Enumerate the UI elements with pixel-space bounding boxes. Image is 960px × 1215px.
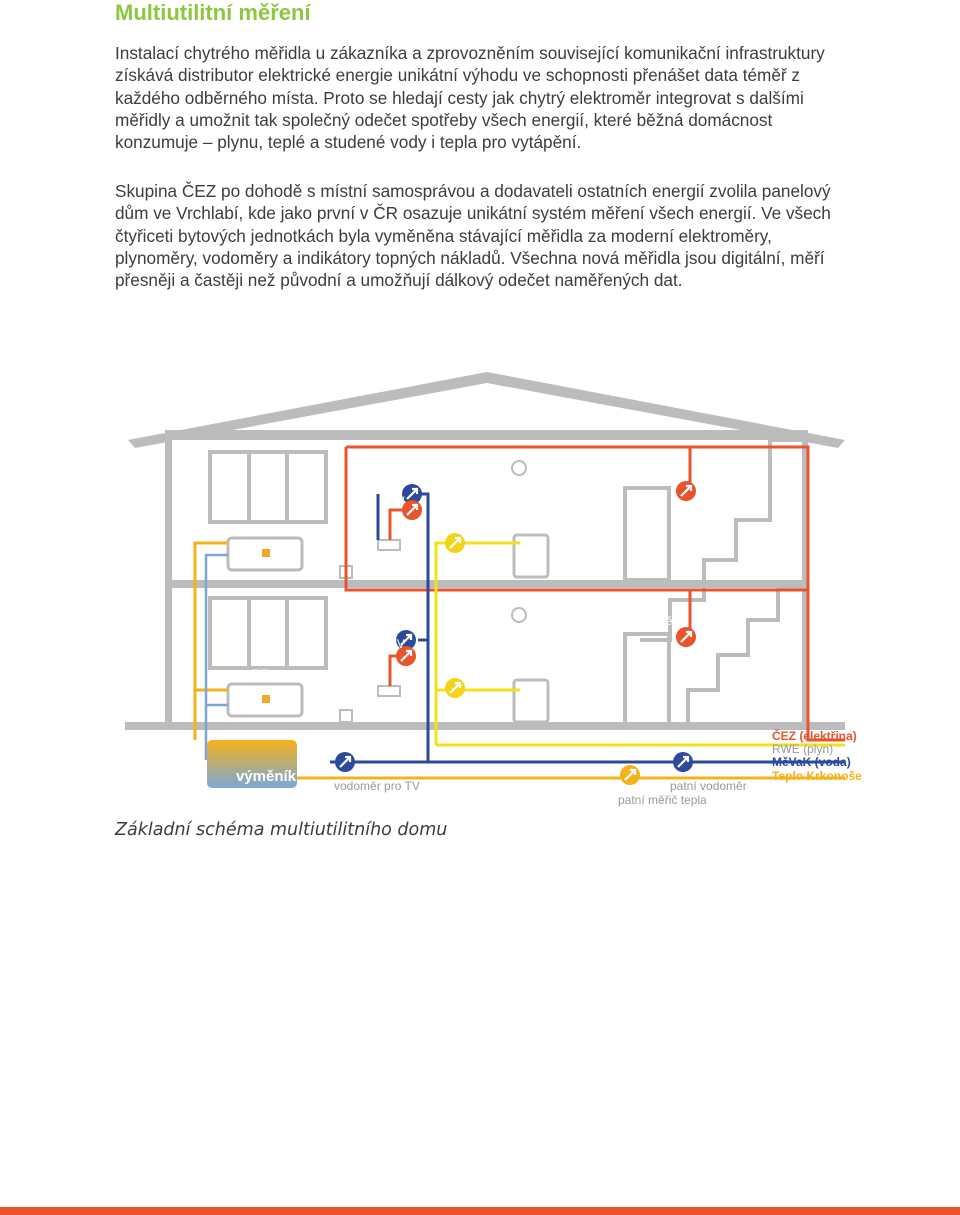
exchanger-label: výměník xyxy=(235,768,297,785)
tv-label: TV xyxy=(390,496,405,508)
electricity-meter-icon xyxy=(676,627,696,647)
gas-meter-label: plynoměr xyxy=(442,519,490,531)
legend xyxy=(772,728,862,783)
intro-paragraph: Instalací chytrého měřidla u zákazníka a zprovozněním související komunikační infrastruktury získává distributor elektrické energie unikátní výhodu ve schopnosti přenášet data téměř z každého odběrného místa. Proto se hledají cesty jak chytrý elektroměr integrovat s dalšími měřidly a umožnit tak společný odečet spotřeby všech energií, které běžná domácnost konzumuje – plynu, teplé a studené vody i tepla pro vytápění. xyxy=(115,43,825,153)
electricity-meter-icon xyxy=(676,481,696,501)
legend-heat: Teplo Krkonoše xyxy=(772,769,862,783)
legend-electricity: ČEZ (elektřina) xyxy=(772,729,857,743)
gas-meter-icon xyxy=(445,678,465,698)
water-meters-label: vodoměry xyxy=(366,605,417,617)
multiutility-house-diagram xyxy=(0,360,960,820)
bottom-accent-bar xyxy=(0,1207,960,1215)
gas-meter-label: plynoměr xyxy=(442,663,490,675)
gas-meter-icon xyxy=(445,533,465,553)
main-water-meter-icon xyxy=(673,752,693,772)
tv-label: TV xyxy=(390,639,405,651)
electricity-meter-label: elektroměr xyxy=(622,616,677,628)
legend-gas: RWE (plyn) xyxy=(772,742,834,756)
main-water-meter-label: patní vodoměr xyxy=(670,779,747,793)
body-paragraph: Skupina ČEZ po dohodě s místní samosprávou a dodavateli ostatních energií zvolila panelový dům ve Vrchlabí, kde jako první v ČR osazuje unikátní systém měření všech energií. Ve všech čtyřiceti bytových jednotkách byla vyměněna stávající měřidla za moderní elektroměry, plynoměry, vodoměry a indikátory topných nákladů. Všechna nová měřidla jsou digitální, měří přesněji a častěji než původní a umožňují dálkový odečet naměřených dat. xyxy=(115,181,831,291)
radiator-label: RTN xyxy=(252,669,276,681)
radiator-label: RTN xyxy=(252,525,276,537)
diagram-caption: Základní schéma multiutilitního domu xyxy=(115,820,448,840)
main-heat-meter-icon xyxy=(620,765,640,785)
tv-water-meter-icon xyxy=(335,752,355,772)
house-shell xyxy=(125,372,845,730)
page-heading: Multiutilitní měření xyxy=(115,0,311,25)
sv-label: SV xyxy=(390,622,406,634)
main-heat-meter-label: patní měřič tepla xyxy=(618,793,707,807)
sv-label: SV xyxy=(390,479,406,491)
electricity-meter-label: elektroměr xyxy=(622,470,677,482)
hot-water-meter-icon xyxy=(402,500,422,520)
tv-water-meter-label: vodoměr pro TV xyxy=(334,779,420,793)
legend-water: MěVaK (voda) xyxy=(772,755,851,769)
water-meters-label: vodoměry xyxy=(371,463,422,475)
